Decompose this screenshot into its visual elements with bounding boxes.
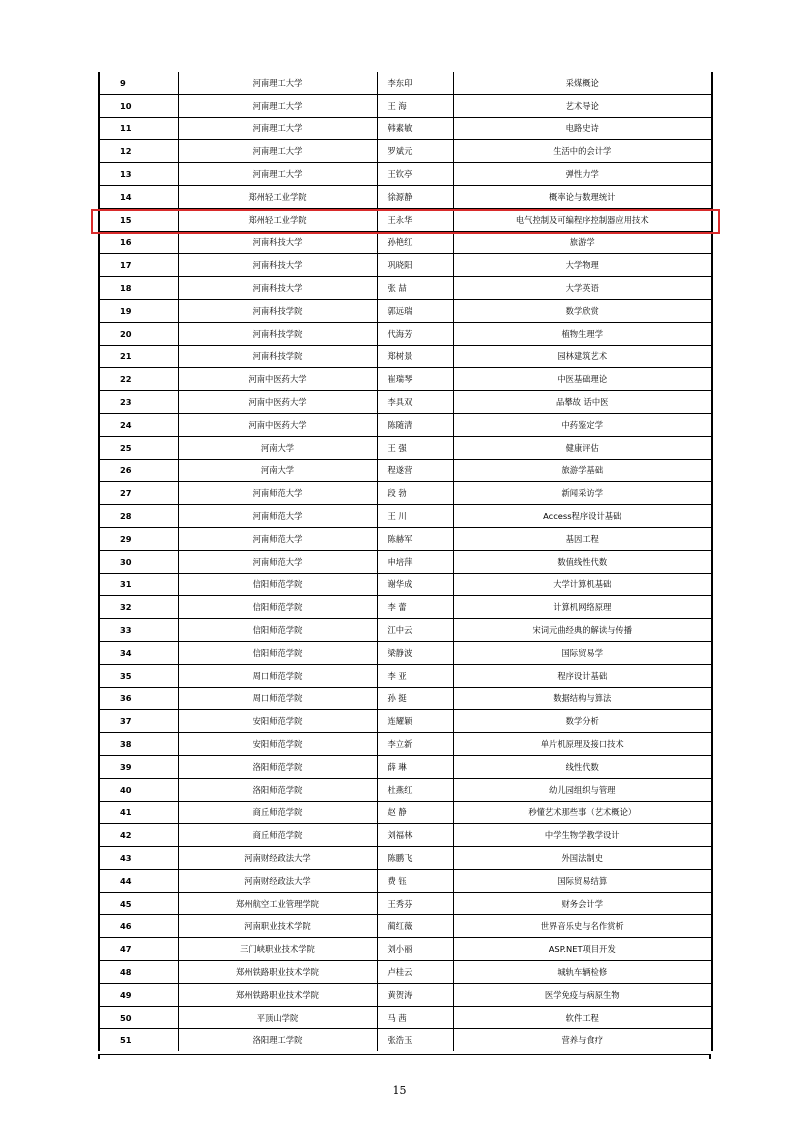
row-number: 43 <box>99 847 178 870</box>
person-name: 赵 静 <box>377 801 453 824</box>
table-row <box>99 140 712 163</box>
school-name: 洛阳理工学院 <box>178 1029 377 1051</box>
person-name: 费 钰 <box>377 869 453 892</box>
course-name: 概率论与数理统计 <box>453 185 712 208</box>
course-name: 线性代数 <box>453 755 712 778</box>
course-name: 数据结构与算法 <box>453 687 712 710</box>
school-name: 河南理工大学 <box>178 72 377 94</box>
table-row <box>99 505 712 528</box>
school-name: 平顶山学院 <box>178 1006 377 1029</box>
person-name: 孙艳红 <box>377 231 453 254</box>
table-left-edge-stub <box>98 1054 100 1059</box>
course-name: 数值线性代数 <box>453 550 712 573</box>
person-name: 王秀芬 <box>377 892 453 915</box>
person-name: 王 强 <box>377 436 453 459</box>
table-continuation-border <box>98 1054 711 1058</box>
row-number: 22 <box>99 368 178 391</box>
row-number: 38 <box>99 733 178 756</box>
person-name: 江中云 <box>377 619 453 642</box>
table-row <box>99 824 712 847</box>
course-name: 大学物理 <box>453 254 712 277</box>
row-number: 46 <box>99 915 178 938</box>
course-name: 品攀故 话中医 <box>453 391 712 414</box>
school-name: 商丘师范学院 <box>178 801 377 824</box>
school-name: 郑州铁路职业技术学院 <box>178 961 377 984</box>
school-name: 河南财经政法大学 <box>178 847 377 870</box>
table-row <box>99 72 712 94</box>
course-table <box>98 72 713 1051</box>
table-row <box>99 482 712 505</box>
school-name: 洛阳师范学院 <box>178 778 377 801</box>
school-name: 洛阳师范学院 <box>178 755 377 778</box>
school-name: 信阳师范学院 <box>178 641 377 664</box>
row-number: 20 <box>99 322 178 345</box>
person-name: 代海芳 <box>377 322 453 345</box>
course-name: Access程序设计基础 <box>453 505 712 528</box>
course-name: 宋词元曲经典的解读与传播 <box>453 619 712 642</box>
course-name: 大学英语 <box>453 277 712 300</box>
course-table-body <box>99 72 712 1051</box>
table-row <box>99 322 712 345</box>
person-name: 崔瑞琴 <box>377 368 453 391</box>
school-name: 商丘师范学院 <box>178 824 377 847</box>
person-name: 郑树景 <box>377 345 453 368</box>
person-name: 巩晓阳 <box>377 254 453 277</box>
table-row <box>99 778 712 801</box>
row-number: 33 <box>99 619 178 642</box>
person-name: 薛 琳 <box>377 755 453 778</box>
school-name: 河南科技学院 <box>178 322 377 345</box>
person-name: 程遂营 <box>377 459 453 482</box>
person-name: 卢桂云 <box>377 961 453 984</box>
row-number: 17 <box>99 254 178 277</box>
row-number: 24 <box>99 413 178 436</box>
row-number: 19 <box>99 299 178 322</box>
course-name: 健康评估 <box>453 436 712 459</box>
course-name: 数学欣赏 <box>453 299 712 322</box>
course-name: 软件工程 <box>453 1006 712 1029</box>
course-name: 艺术导论 <box>453 94 712 117</box>
row-number: 35 <box>99 664 178 687</box>
person-name: 李具双 <box>377 391 453 414</box>
person-name: 刘福林 <box>377 824 453 847</box>
table-row <box>99 94 712 117</box>
school-name: 河南财经政法大学 <box>178 869 377 892</box>
course-name: 财务会计学 <box>453 892 712 915</box>
row-number: 15 <box>99 208 178 231</box>
table-row <box>99 413 712 436</box>
row-number: 23 <box>99 391 178 414</box>
row-number: 41 <box>99 801 178 824</box>
person-name: 李 蕾 <box>377 596 453 619</box>
row-number: 39 <box>99 755 178 778</box>
person-name: 罗斌元 <box>377 140 453 163</box>
row-number: 14 <box>99 185 178 208</box>
person-name: 李立新 <box>377 733 453 756</box>
person-name: 李东印 <box>377 72 453 94</box>
row-number: 13 <box>99 163 178 186</box>
course-name: 中学生物学教学设计 <box>453 824 712 847</box>
person-name: 连耀颖 <box>377 710 453 733</box>
table-row <box>99 368 712 391</box>
row-number: 47 <box>99 938 178 961</box>
person-name: 蔺红薇 <box>377 915 453 938</box>
school-name: 河南理工大学 <box>178 94 377 117</box>
person-name: 梁静波 <box>377 641 453 664</box>
course-name: 园林建筑艺术 <box>453 345 712 368</box>
table-row <box>99 208 712 231</box>
course-name: 电气控制及可编程序控制器应用技术 <box>453 208 712 231</box>
table-row <box>99 961 712 984</box>
school-name: 信阳师范学院 <box>178 573 377 596</box>
course-name: 电路史诗 <box>453 117 712 140</box>
course-name: 世界音乐史与名作赏析 <box>453 915 712 938</box>
row-number: 51 <box>99 1029 178 1051</box>
table-row <box>99 710 712 733</box>
table-row <box>99 277 712 300</box>
person-name: 王 海 <box>377 94 453 117</box>
table-right-edge-stub <box>709 1054 711 1059</box>
school-name: 周口师范学院 <box>178 687 377 710</box>
table-row <box>99 938 712 961</box>
school-name: 河南师范大学 <box>178 550 377 573</box>
row-number: 32 <box>99 596 178 619</box>
row-number: 45 <box>99 892 178 915</box>
table-row <box>99 869 712 892</box>
person-name: 郭远瑞 <box>377 299 453 322</box>
person-name: 杜燕红 <box>377 778 453 801</box>
table-row <box>99 573 712 596</box>
row-number: 18 <box>99 277 178 300</box>
course-name: 医学免疫与病原生物 <box>453 983 712 1006</box>
person-name: 段 勃 <box>377 482 453 505</box>
school-name: 河南中医药大学 <box>178 368 377 391</box>
course-name: ASP.NET项目开发 <box>453 938 712 961</box>
school-name: 河南师范大学 <box>178 527 377 550</box>
school-name: 河南科技大学 <box>178 254 377 277</box>
course-name: 国际贸易学 <box>453 641 712 664</box>
table-row <box>99 117 712 140</box>
school-name: 河南理工大学 <box>178 163 377 186</box>
row-number: 28 <box>99 505 178 528</box>
course-name: 基因工程 <box>453 527 712 550</box>
school-name: 河南理工大学 <box>178 117 377 140</box>
course-name: 中医基础理论 <box>453 368 712 391</box>
row-number: 44 <box>99 869 178 892</box>
course-name: 生活中的会计学 <box>453 140 712 163</box>
table-row <box>99 345 712 368</box>
school-name: 河南中医药大学 <box>178 391 377 414</box>
course-name: 数学分析 <box>453 710 712 733</box>
course-name: 秒懂艺术那些事（艺术概论） <box>453 801 712 824</box>
table-row <box>99 185 712 208</box>
table-row <box>99 550 712 573</box>
school-name: 郑州航空工业管理学院 <box>178 892 377 915</box>
row-number: 30 <box>99 550 178 573</box>
school-name: 安阳师范学院 <box>178 710 377 733</box>
school-name: 河南大学 <box>178 436 377 459</box>
course-name: 旅游学 <box>453 231 712 254</box>
row-number: 9 <box>99 72 178 94</box>
person-name: 陈赫军 <box>377 527 453 550</box>
course-name: 中药鉴定学 <box>453 413 712 436</box>
table-row <box>99 847 712 870</box>
course-name: 旅游学基础 <box>453 459 712 482</box>
school-name: 河南科技大学 <box>178 231 377 254</box>
school-name: 河南职业技术学院 <box>178 915 377 938</box>
school-name: 河南大学 <box>178 459 377 482</box>
course-name: 植物生理学 <box>453 322 712 345</box>
course-table-sheet <box>98 72 711 1051</box>
person-name: 谢华成 <box>377 573 453 596</box>
table-row <box>99 254 712 277</box>
table-row <box>99 299 712 322</box>
table-row <box>99 664 712 687</box>
table-row <box>99 596 712 619</box>
row-number: 21 <box>99 345 178 368</box>
school-name: 郑州轻工业学院 <box>178 208 377 231</box>
school-name: 河南科技大学 <box>178 277 377 300</box>
page-number: 15 <box>392 1084 407 1097</box>
school-name: 郑州铁路职业技术学院 <box>178 983 377 1006</box>
course-name: 单片机原理及接口技术 <box>453 733 712 756</box>
table-row <box>99 231 712 254</box>
course-name: 采煤概论 <box>453 72 712 94</box>
table-row <box>99 619 712 642</box>
school-name: 河南师范大学 <box>178 505 377 528</box>
person-name: 徐源静 <box>377 185 453 208</box>
row-number: 29 <box>99 527 178 550</box>
person-name: 刘小丽 <box>377 938 453 961</box>
school-name: 郑州轻工业学院 <box>178 185 377 208</box>
person-name: 韩素敏 <box>377 117 453 140</box>
course-name: 计算机网络原理 <box>453 596 712 619</box>
table-row <box>99 1029 712 1051</box>
row-number: 37 <box>99 710 178 733</box>
school-name: 河南中医药大学 <box>178 413 377 436</box>
course-name: 弹性力学 <box>453 163 712 186</box>
row-number: 40 <box>99 778 178 801</box>
row-number: 25 <box>99 436 178 459</box>
school-name: 三门峡职业技术学院 <box>178 938 377 961</box>
table-row <box>99 755 712 778</box>
table-row <box>99 391 712 414</box>
school-name: 河南科技学院 <box>178 299 377 322</box>
table-row <box>99 1006 712 1029</box>
school-name: 河南师范大学 <box>178 482 377 505</box>
row-number: 27 <box>99 482 178 505</box>
row-number: 10 <box>99 94 178 117</box>
school-name: 河南科技学院 <box>178 345 377 368</box>
person-name: 李 亚 <box>377 664 453 687</box>
table-row <box>99 687 712 710</box>
school-name: 河南理工大学 <box>178 140 377 163</box>
row-number: 36 <box>99 687 178 710</box>
person-name: 王 川 <box>377 505 453 528</box>
person-name: 黄贺涛 <box>377 983 453 1006</box>
table-row <box>99 163 712 186</box>
course-name: 大学计算机基础 <box>453 573 712 596</box>
course-name: 幼儿园组织与管理 <box>453 778 712 801</box>
course-name: 新闻采访学 <box>453 482 712 505</box>
table-row <box>99 733 712 756</box>
person-name: 王钦亭 <box>377 163 453 186</box>
row-number: 26 <box>99 459 178 482</box>
course-name: 外国法制史 <box>453 847 712 870</box>
school-name: 信阳师范学院 <box>178 619 377 642</box>
row-number: 50 <box>99 1006 178 1029</box>
row-number: 16 <box>99 231 178 254</box>
person-name: 张 喆 <box>377 277 453 300</box>
table-row <box>99 892 712 915</box>
table-row <box>99 436 712 459</box>
person-name: 马 茜 <box>377 1006 453 1029</box>
row-number: 11 <box>99 117 178 140</box>
course-name: 营养与食疗 <box>453 1029 712 1051</box>
person-name: 孙 挺 <box>377 687 453 710</box>
person-name: 陈鹏飞 <box>377 847 453 870</box>
school-name: 安阳师范学院 <box>178 733 377 756</box>
row-number: 31 <box>99 573 178 596</box>
row-number: 34 <box>99 641 178 664</box>
course-name: 国际贸易结算 <box>453 869 712 892</box>
table-row <box>99 459 712 482</box>
table-row <box>99 983 712 1006</box>
school-name: 信阳师范学院 <box>178 596 377 619</box>
person-name: 王永华 <box>377 208 453 231</box>
person-name: 陈随清 <box>377 413 453 436</box>
row-number: 42 <box>99 824 178 847</box>
table-row <box>99 801 712 824</box>
table-row <box>99 527 712 550</box>
school-name: 周口师范学院 <box>178 664 377 687</box>
row-number: 12 <box>99 140 178 163</box>
row-number: 48 <box>99 961 178 984</box>
row-number: 49 <box>99 983 178 1006</box>
course-name: 程序设计基础 <box>453 664 712 687</box>
person-name: 申培萍 <box>377 550 453 573</box>
table-row <box>99 915 712 938</box>
person-name: 张浩玉 <box>377 1029 453 1051</box>
course-name: 城轨车辆检修 <box>453 961 712 984</box>
table-row <box>99 641 712 664</box>
